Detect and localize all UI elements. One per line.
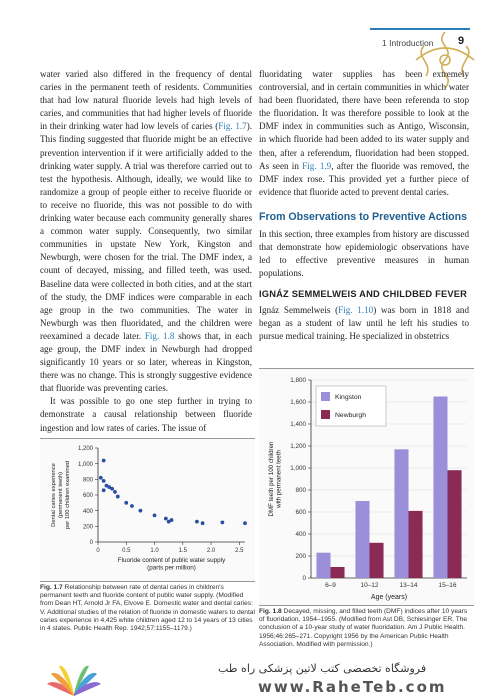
- y-tick-label: 800: [295, 487, 306, 495]
- legend-swatch-newburgh: [321, 410, 330, 419]
- fig-1-9-link[interactable]: Fig. 1.9: [302, 160, 332, 171]
- y-axis-label: DMF teeth per 100 childrenwith permanent teeth: [268, 441, 283, 517]
- data-point: [116, 495, 120, 499]
- bar-newburgh: [331, 567, 345, 578]
- y-tick-label: 800: [82, 477, 93, 484]
- x-tick-label: 0.5: [122, 548, 131, 554]
- bar-newburgh: [448, 470, 462, 578]
- body-paragraph: Ignáz Semmelweis (Fig. 1.10) was born in 1818 and began as a student of law until he left his studies to pursue medical training. He specialized in obstetrics: [259, 304, 470, 341]
- data-point: [102, 488, 106, 492]
- legend-label-newburgh: Newburgh: [335, 412, 366, 420]
- y-tick-label: 1,200: [290, 443, 306, 451]
- data-point: [164, 517, 168, 521]
- x-tick-label: 6–9: [325, 582, 336, 589]
- right-text-column: [259, 68, 469, 343]
- running-head: 1 Introduction: [382, 38, 434, 48]
- x-tick-label: 15–16: [438, 582, 457, 589]
- body-paragraph: In this section, three examples from history are discussed that demonstrate how epidemiologic observations have led to effective preventive measures in human populations.: [259, 229, 469, 279]
- book-logo-icon: [45, 660, 103, 698]
- bar-kingston: [433, 397, 447, 579]
- x-axis-label: Age (years): [370, 594, 408, 601]
- data-point: [170, 518, 174, 522]
- y-tick-label: 400: [295, 531, 306, 539]
- x-tick-label: 1.5: [178, 548, 187, 554]
- y-tick-label: 200: [295, 553, 306, 561]
- bar-chart: [259, 368, 474, 604]
- bar-newburgh: [409, 511, 423, 578]
- data-point: [220, 521, 224, 525]
- body-paragraph: fluoridating water supplies has been extremely controversial, and in certain communities in which water had been fluoridated, there have been referenda to stop the fluoridation. It was therefore possible to look at the DMF index in communities such as Antigo, Wisconsin, in which fluoride had been added to its water supply and then, after a referendum, fluoridation had been stopped. As seen in Fig. 1.9, after the fluoride was removed, the DMF index rose. This provided yet a further piece of evidence that fluoride acted to prevent dental caries.: [259, 69, 469, 197]
- x-tick-label: 13–14: [399, 582, 418, 589]
- footer-url[interactable]: www.RaheTeb.com: [258, 678, 447, 696]
- legend-swatch-kingston: [321, 392, 330, 401]
- subsection-heading: IGNÁZ SEMMELWEIS AND CHILDBED FEVER: [259, 289, 468, 300]
- x-tick-label: 2.5: [235, 548, 244, 554]
- x-tick-label: 0: [96, 548, 100, 554]
- body-paragraph: water varied also differed in the frequency of dental caries in the permanent teeth of residents. Communities that had low natural fluoride levels had high levels of caries, and communities that had higher levels of fluoride in their drinking water had low levels of caries (Fig. 1.7). This finding suggested that fluoride might be an effective prevention intervention if it were artificially added to the drinking water supply. A trial was therefore carried out to test the hypothesis. Although, ideally, we would like to randomize a group of people either to receive fluoride or to receive no fluoride, this was not possible to do with drinking water because each community generally shares a common water supply. Consequently, two similar communities in upstate New York, Kingston and Newburgh, were chosen for the trial. The DMF index, a count of decayed, missing, and filled teeth, was used. Baseline data were collected in both cities, and at the start of the study, the DMF indices were comparable in each age group in the two communities. The water in Newburgh was then fluoridated, and the children were reexamined a decade later. Fig. 1.8 shows that, in each age group, the DMF index in Newburgh had dropped significantly 10 years or so later, whereas in Kingston, there was no change. This is strongly suggestive evidence that fluoride was preventing caries.: [40, 69, 253, 394]
- y-tick-label: 1,000: [77, 461, 93, 468]
- data-point: [130, 504, 134, 508]
- figure-1-7: [40, 438, 255, 634]
- data-point: [102, 459, 106, 463]
- section-heading: From Observations to Preventive Actions: [259, 210, 468, 223]
- data-point: [243, 521, 247, 525]
- y-tick-label: 1,200: [77, 446, 93, 453]
- bar-kingston: [394, 449, 408, 578]
- bar-newburgh: [370, 543, 384, 578]
- y-tick-label: 600: [295, 509, 306, 517]
- data-point: [99, 476, 103, 480]
- data-point: [201, 521, 205, 525]
- footer-persian-text: فروشگاه تخصصی کتب لاتین پزشکی راه طب: [218, 662, 427, 675]
- scatter-chart: [40, 438, 255, 580]
- data-point: [113, 490, 117, 494]
- bar-kingston: [355, 501, 369, 578]
- data-point: [195, 520, 199, 524]
- fig-1-8-link[interactable]: Fig. 1.8: [144, 330, 175, 341]
- y-tick-label: 1,600: [290, 399, 306, 407]
- body-paragraph: It was possible to go one step further in trying to demonstrate a causal relationship between fluoride ingestion and low rates of caries. The issue of: [40, 396, 252, 433]
- data-point: [139, 509, 143, 513]
- data-point: [124, 501, 128, 505]
- page-number: 9: [458, 35, 465, 47]
- y-tick-label: 1,800: [290, 377, 306, 385]
- x-tick-label: 1.0: [150, 548, 159, 554]
- x-tick-label: 10–12: [360, 582, 379, 589]
- y-tick-label: 400: [82, 508, 93, 515]
- fig-1-10-link[interactable]: Fig. 1.10: [338, 304, 374, 315]
- data-point: [102, 479, 106, 483]
- legend-label-kingston: Kingston: [335, 394, 362, 402]
- x-tick-label: 2.0: [206, 548, 216, 554]
- data-point: [110, 487, 114, 491]
- y-tick-label: 600: [82, 493, 93, 500]
- figure-caption: Fig. 1.7 Relationship between rate of dental caries in children's permanent teeth and fluoride content of public water supply. (Modified from Dean HT, Arnold Jr FA, Elvove E. Domestic water and dental caries: V. Additional studies of the relation of fluoride in domestic waters to dental caries experience in 4,425 white children aged 12 to 14 years of 13 cities in 4 states. Public Health Rep. 1942;57:1155–1179.): [40, 584, 255, 633]
- figure-1-8: [259, 368, 474, 668]
- y-tick-label: 1,000: [290, 465, 306, 473]
- fig-1-7-link[interactable]: Fig. 1.7: [218, 121, 247, 132]
- left-text-column: [40, 68, 252, 435]
- y-tick-label: 200: [82, 524, 93, 531]
- data-point: [153, 513, 157, 517]
- y-axis-label: Dental caries experience(permanent teeth)per 100 children examined: [51, 460, 71, 530]
- x-axis-label: Fluoride content of public water supply (parts per million): [117, 557, 226, 572]
- y-tick-label: 0: [89, 540, 93, 547]
- y-tick-label: 1,400: [290, 421, 306, 429]
- y-tick-label: 0: [302, 575, 306, 583]
- bar-kingston: [316, 553, 330, 578]
- figure-caption: Fig. 1.8 Decayed, missing, and filled teeth (DMF) indices after 10 years of fluoridation, 1954–1955. (Modified from Ast DB, Schlesinger ER. The conclusion of a 10-year study of water fluoridation. Am J Public Health. 1956;46:265–271. Copyright 1956 by the American Public Health Association. Modified with permission.): [259, 608, 468, 648]
